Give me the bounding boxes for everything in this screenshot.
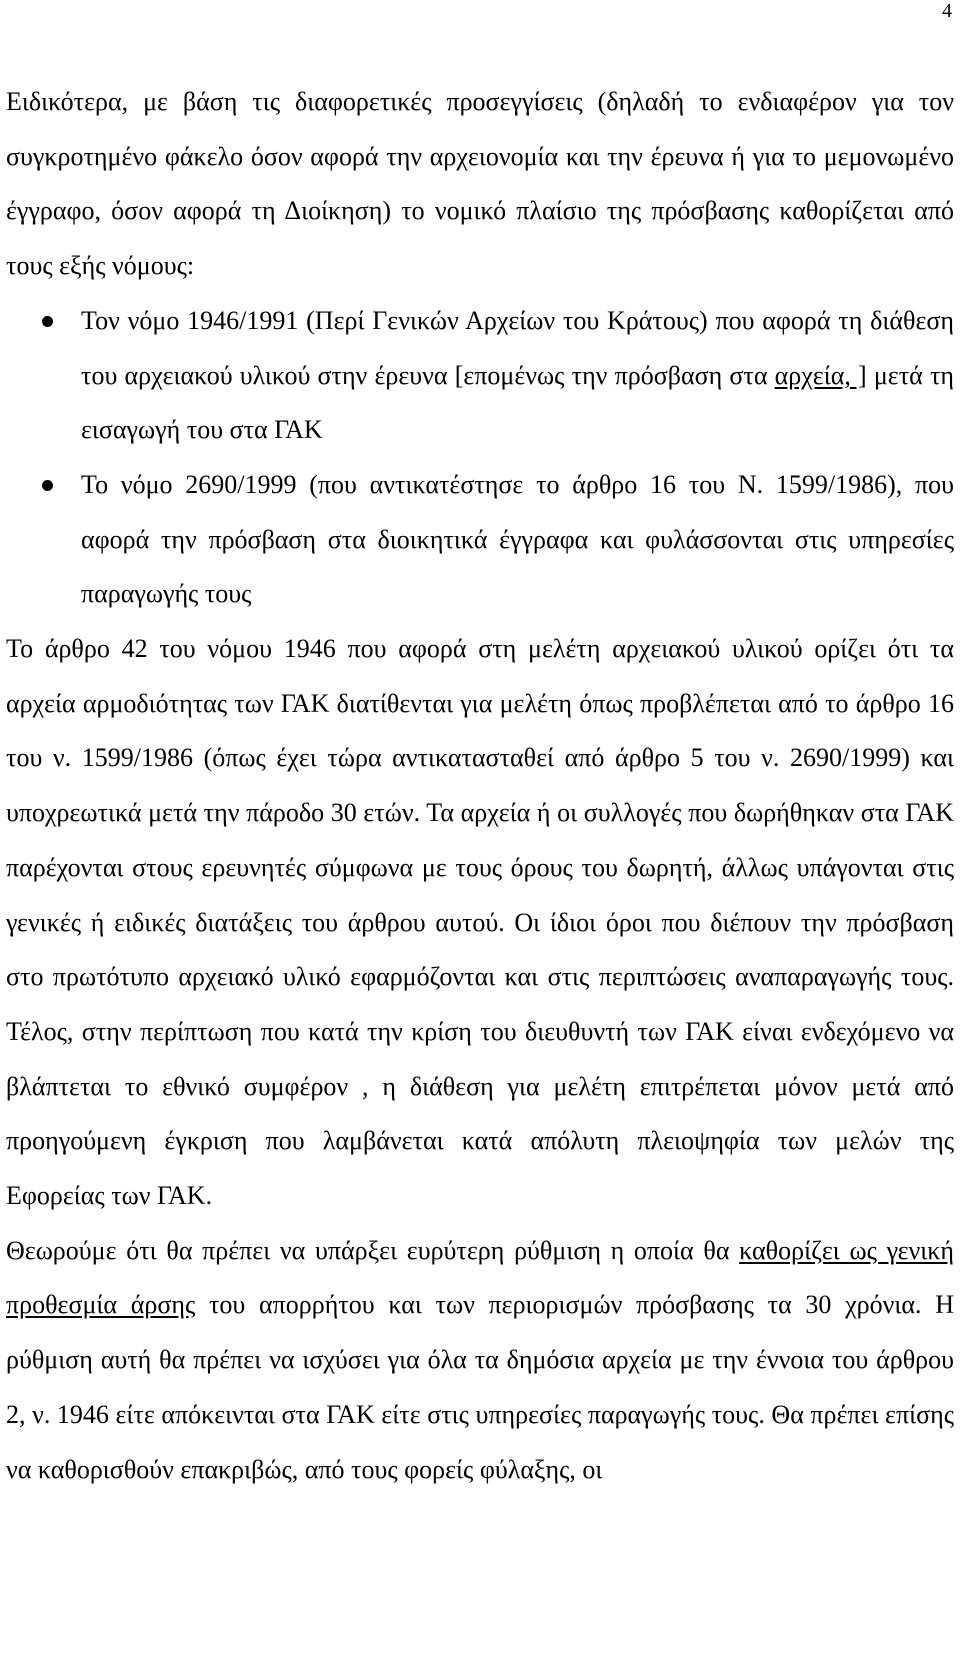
bullet-text: Το νόμο 2690/1999 (που αντικατέστησε το άρθρο 16 του Ν. 1599/1986), που αφορά την πρόσβαση στα διοικητικά έγγραφα και φυλάσσονται στις υπηρεσίες παραγωγής τους <box>81 469 954 609</box>
underlined-text: καθορίζει ως γενική προθεσμία άρσης <box>6 1235 954 1320</box>
page-number: 4 <box>942 0 952 22</box>
bullet-icon <box>42 480 53 491</box>
bullet-text: Τον νόμο 1946/1991 (Περί Γενικών Αρχείων του Κράτους) που αφορά τη διάθεση του αρχειακού υλικού στην έρευνα [επομένως την πρόσβαση στα <box>81 305 954 390</box>
document-body <box>6 75 954 1497</box>
list-item <box>6 294 954 458</box>
proposal-paragraph <box>6 1224 954 1498</box>
intro-paragraph: Ειδικότερα, με βάση τις διαφορετικές προσεγγίσεις (δηλαδή το ενδιαφέρον για τον συγκροτημένο φάκελο όσον αφορά την αρχειονομία και την έρευνα ή για το μεμονωμένο έγγραφο, όσον αφορά τη Διοίκηση) το νομικό πλαίσιο της πρόσβασης καθορίζεται από τους εξής νόμους: <box>6 87 954 281</box>
underlined-text: αρχεία, ] <box>774 360 867 390</box>
bullet-text-tail: μετά τη εισαγωγή του στα ΓΑΚ <box>81 360 954 445</box>
proposal-text-tail: του απορρήτου και των περιορισμών πρόσβασης τα 30 χρόνια. Η ρύθμιση αυτή θα πρέπει να ισχύσει για όλα τα δημόσια αρχεία με την έννοια του άρθρου 2, ν. 1946 είτε απόκεινται στα ΓΑΚ είτε στις υπηρεσίες παραγωγής τους. Θα πρέπει επίσης να καθορισθούν επακριβώς, από τους φορείς φύλαξης, οι <box>6 1290 954 1484</box>
law-list <box>6 294 954 622</box>
article-42-paragraph: Το άρθρο 42 του νόμου 1946 που αφορά στη μελέτη αρχειακού υλικού ορίζει ότι τα αρχεία αρμοδιότητας των ΓΑΚ διατίθενται για μελέτη όπως προβλέπεται από το άρθρο 16 του ν. 1599/1986 (όπως έχει τώρα αντικατασταθεί από άρθρο 5 του ν. 2690/1999) και υποχρεωτικά μετά την πάροδο 30 ετών. Τα αρχεία ή οι συλλογές που δωρήθηκαν στα ΓΑΚ παρέχονται στους ερευνητές σύμφωνα με τους όρους του δωρητή, άλλως υπάγονται στις γενικές ή ειδικές διατάξεις του άρθρου αυτού. Οι ίδιοι όροι που διέπουν την πρόσβαση στο πρωτότυπο αρχειακό υλικό εφαρμόζονται και στις περιπτώσεις αναπαραγωγής τους. Τέλος, στην περίπτωση που κατά την κρίση του διευθυντή των ΓΑΚ είναι ενδεχόμενο να βλάπτεται το εθνικό συμφέρον , η διάθεση για μελέτη επιτρέπεται μόνον μετά από προηγούμενη έγκριση που λαμβάνεται κατά απόλυτη πλειοψηφία των μελών της Εφορείας των ΓΑΚ. <box>6 634 954 1211</box>
list-item <box>6 458 954 622</box>
bullet-icon <box>42 316 53 327</box>
proposal-text: Θεωρούμε ότι θα πρέπει να υπάρξει ευρύτερη ρύθμιση η οποία θα <box>6 1235 740 1265</box>
